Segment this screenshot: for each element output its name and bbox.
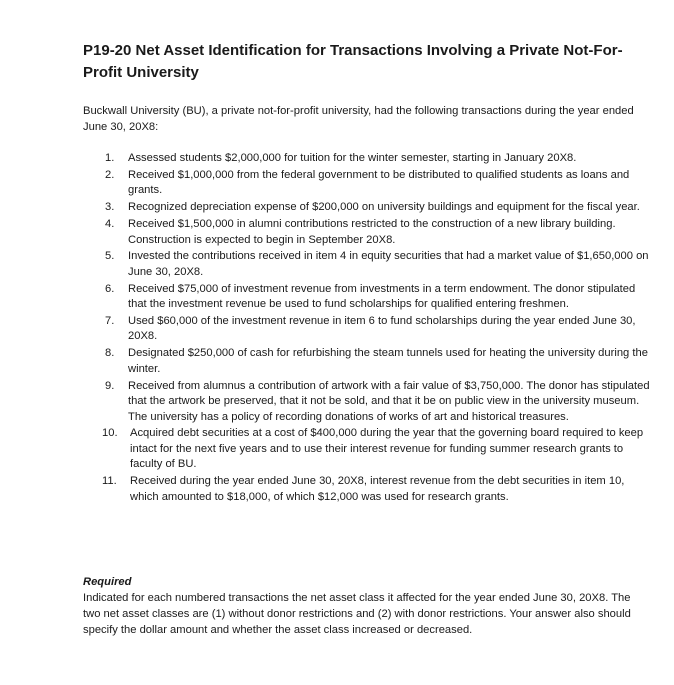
item-text: Received $1,000,000 from the federal government to be distributed to qualified students as loans and grants. [128, 168, 630, 197]
item-number: 9. [105, 379, 115, 392]
list-item [102, 426, 653, 472]
item-text: Acquired debt securities at a cost of $400,000 during the year that the governing board required to keep intact for the next five years and to use their interest revenue for funding summer research grants to faculty of BU. [130, 427, 644, 471]
item-number: 4. [105, 218, 115, 231]
list-item [105, 200, 653, 215]
required-text: Indicated for each numbered transactions the net asset class it affected for the year ended June 30, 20X8. The two net asset classes are (1) without donor restrictions and (2) with donor restrictions. Your answer also should specify the dollar amount and whether the asset class increased or decreased. [83, 592, 631, 636]
item-text: Used $60,000 of the investment revenue in item 6 to fund scholarships during the year ended June 30, 20X8. [128, 315, 636, 343]
list-item [105, 282, 653, 313]
item-number: 5. [105, 250, 115, 263]
item-text: Recognized depreciation expense of $200,000 on university buildings and equipment for the fiscal year. [128, 201, 640, 214]
list-item [105, 346, 653, 377]
item-text: Received during the year ended June 30, 20X8, interest revenue from the debt securities in item 10, which amounted to $18,000, of which $12,000 was used for research grants. [130, 475, 625, 503]
item-number: 2. [105, 168, 115, 181]
item-number: 6. [105, 282, 115, 295]
item-text: Invested the contributions received in item 4 in equity securities that had a market value of $1,650,000 on June 30, 20X8. [128, 250, 649, 278]
problem-intro: Buckwall University (BU), a private not-for-profit university, had the following transactions during the year ended June 30, 20X8: [83, 105, 634, 133]
list-item [105, 249, 653, 280]
required-heading: Required [83, 576, 132, 588]
item-number: 10. [102, 427, 118, 440]
list-item [105, 217, 653, 248]
list-item [105, 314, 653, 345]
item-number: 3. [105, 201, 115, 214]
item-text: Received $75,000 of investment revenue from investments in a term endowment. The donor stipulated that the investment revenue be used to fund scholarships for qualified entering freshmen. [128, 282, 636, 311]
required-section [83, 574, 643, 638]
item-text: Received from alumnus a contribution of artwork with a fair value of $3,750,000. The donor has stipulated that the artwork be preserved, that it not be sold, and that it be on public view in the university museum. The university has a policy of recording donations of works of art and historical treasures. [128, 379, 650, 423]
transaction-list [102, 151, 653, 506]
item-text: Designated $250,000 of cash for refurbishing the steam tunnels used for heating the university during the winter. [128, 347, 648, 375]
list-item [105, 379, 653, 425]
item-number: 7. [105, 315, 115, 328]
item-text: Assessed students $2,000,000 for tuition for the winter semester, starting in January 20X8. [128, 152, 577, 164]
item-number: 8. [105, 347, 115, 360]
item-text: Received $1,500,000 in alumni contributions restricted to the construction of a new library building. Construction is expected to begin in September 20X8. [128, 218, 616, 246]
item-number: 11. [102, 475, 117, 488]
problem-title: P19-20 Net Asset Identification for Transactions Involving a Private Not-For-Profit University [83, 42, 623, 81]
list-item [102, 474, 653, 505]
list-item [105, 151, 653, 166]
list-item [105, 168, 653, 199]
item-number: 1. [105, 152, 115, 164]
